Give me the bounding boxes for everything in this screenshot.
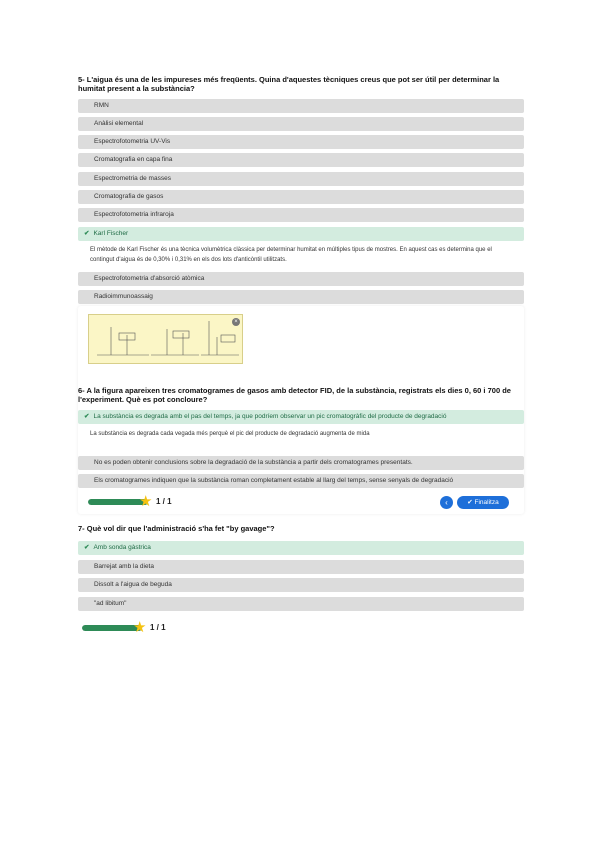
star-icon: ★ [133, 619, 147, 636]
q5-option-9[interactable]: Radioimmunoassaig [78, 290, 524, 304]
chromatogram-figure [88, 314, 243, 364]
q6-option-1[interactable]: La substància es degrada cada vegada més perquè el pic del producte de degradació augmenta de mida [78, 427, 524, 443]
q7-progress [82, 619, 172, 636]
q7-correct-label: Amb sonda gàstrica [93, 544, 151, 551]
q6-progress [88, 493, 178, 510]
q5-option-1[interactable]: RMN [78, 99, 524, 113]
question-6-title: 6- A la figura apareixen tres cromatogrames de gasos amb detector FID, de la substància, registrats els dies 0, 60 i 700 de l'experiment. Què es pot concloure? [78, 386, 511, 404]
q5-correct-option[interactable] [78, 227, 524, 241]
figure-close-icon[interactable]: × [232, 318, 240, 326]
q6-progress-text: 1 / 1 [156, 497, 172, 506]
checkmark-icon: ✔ [84, 413, 90, 420]
q6-option-3[interactable]: Els cromatogrames indiquen que la substància roman completament estable al llarg del temps, sense senyals de degradació [78, 474, 524, 488]
q7-option-1[interactable]: Barrejat amb la dieta [78, 560, 524, 574]
q5-correct-label: Karl Fischer [93, 230, 129, 237]
q5-option-8[interactable]: Espectrofotometria d'absorció atòmica [78, 272, 524, 286]
q7-correct-option[interactable] [78, 541, 524, 555]
q5-option-6[interactable]: Cromatografia de gasos [78, 190, 524, 204]
q7-progress-text: 1 / 1 [150, 623, 166, 632]
checkmark-icon: ✔ [84, 230, 90, 237]
checkmark-icon: ✔ [84, 544, 90, 551]
chromatogram-drawing [89, 315, 244, 365]
q6-correct-label: La substància es degrada amb el pas del temps, ja que podríem observar un pic cromatogràfic del producte de degradació [93, 413, 447, 420]
q5-explanation: El mètode de Karl Fischer és una tècnica volumètrica clàssica per determinar humitat en múltiples tipus de mostres. En aquest cas es determina que el contingut d'aigua és de 0,30% i 0,31% en els dos lots d'anticòntil utilitzats. [78, 243, 524, 269]
question-5-title: 5- L'aigua és una de les impureses més freqüents. Quina d'aquestes tècniques creus que pot ser útil per determinar la humitat present a la substància? [78, 75, 500, 93]
question-7-title: 7- Què vol dir que l'administració s'ha fet "by gavage"? [78, 524, 275, 533]
finish-button[interactable] [457, 496, 509, 509]
q5-option-2[interactable]: Anàlisi elemental [78, 117, 524, 131]
q7-option-2[interactable]: Dissolt a l'aigua de beguda [78, 578, 524, 592]
q6-correct-option[interactable] [78, 410, 524, 424]
q6-option-2[interactable]: No es poden obtenir conclusions sobre la degradació de la substància a partir dels cromatogrames presentats. [78, 456, 524, 470]
checkmark-icon: ✔ [467, 499, 475, 506]
q5-option-3[interactable]: Espectrofotometria UV-Vis [78, 135, 524, 149]
star-icon: ★ [139, 493, 153, 510]
q5-option-4[interactable]: Cromatografia en capa fina [78, 153, 524, 167]
q7-option-3[interactable]: "ad libitum" [78, 597, 524, 611]
chevron-left-icon[interactable]: ‹ [440, 496, 453, 509]
finish-button-label: Finalitza [474, 499, 499, 506]
q5-option-7[interactable]: Espectrofotometria infraroja [78, 208, 524, 222]
q5-option-5[interactable]: Espectrometria de masses [78, 172, 524, 186]
